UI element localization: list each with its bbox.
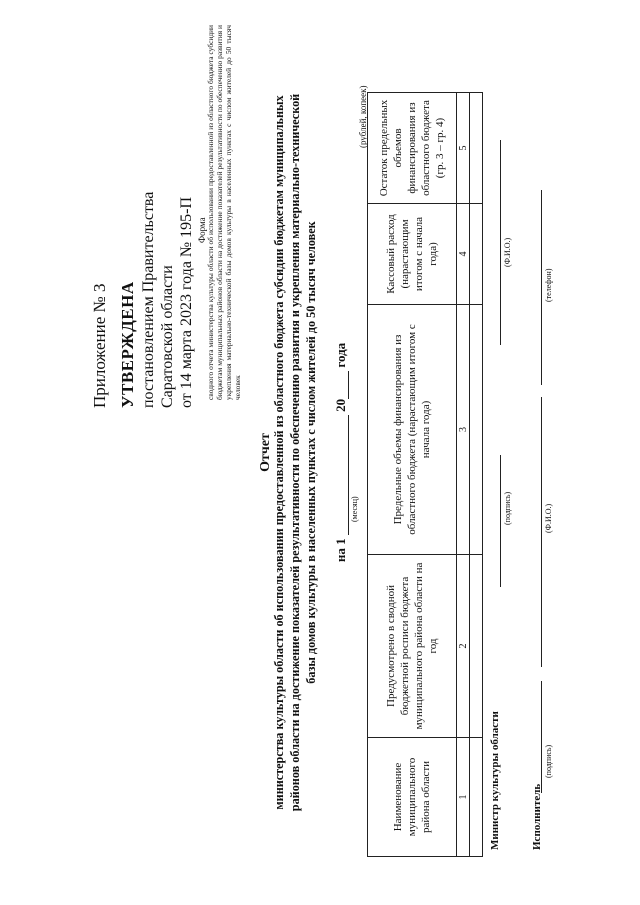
table-header-row <box>368 93 457 857</box>
table-row <box>470 93 483 857</box>
approved-stamp: УТВЕРЖДЕНА <box>118 281 137 408</box>
signature-caption: (подпись) <box>544 744 553 778</box>
date-suffix: года <box>333 342 348 368</box>
table-cell <box>470 204 483 305</box>
table-column-number: 5 <box>457 93 470 204</box>
year-blank <box>336 371 349 399</box>
month-blank <box>336 415 349 535</box>
table-number-row <box>457 93 470 857</box>
signature-caption: (подпись) <box>503 491 512 525</box>
report-title-line: районов области на достижение показателей результативности по обеспечению развития и укрепления материально-технической <box>288 93 302 812</box>
table-header-cell: Наименование муниципального района области <box>368 738 457 857</box>
month-caption: (месяц) <box>350 496 359 522</box>
currency-note: (рублей, копеек) <box>358 85 368 148</box>
executor-label: Исполнитель <box>531 783 543 850</box>
table-cell <box>470 305 483 555</box>
report-table <box>367 92 483 857</box>
table-cell <box>470 555 483 738</box>
form-label: Форма <box>197 217 207 243</box>
phone-caption: (телефон) <box>544 268 553 302</box>
report-title-line: министерства культуры области об использовании предоставленной из областного бюджета субсидии бюджетам муниципальных <box>272 95 286 810</box>
fio-caption: (Ф.И.О.) <box>544 503 553 533</box>
report-date-line <box>333 0 349 905</box>
table-header-cell: Кассовый расход (нарастающим итогом с начала года) <box>368 204 457 305</box>
table-header-cell: Остаток предельных объемов финансирования из областного бюджета (гр. 3 – гр. 4) <box>368 93 457 204</box>
minister-signature-line <box>500 455 501 587</box>
executor-signature-line <box>541 681 542 793</box>
form-description: сводного отчета министерства культуры области об использовании предоставленной из областного бюджета субсидии бюджетам муниципальных районов области на достижение показателей результативности по обеспечению развития и укрепления материально-технической базы домов культуры в населенных пунктах с числом жителей до 50 тысяч человек <box>206 25 242 400</box>
table-column-number: 3 <box>457 305 470 555</box>
minister-fio-line <box>500 140 501 345</box>
table-header-cell: Предельные объемы финансирования из областного бюджета (нарастающим итогом с начала года) <box>368 305 457 555</box>
table-header-cell: Предусмотрено в сводной бюджетной росписи бюджета муниципального района области на год <box>368 555 457 738</box>
table-column-number: 2 <box>457 555 470 738</box>
appendix-title: Приложение № 3 <box>90 283 109 408</box>
report-title: Отчет <box>258 433 273 472</box>
table-cell <box>470 738 483 857</box>
date-prefix: на 1 <box>333 538 348 563</box>
date-year-prefix: 20 <box>333 398 348 412</box>
table-cell <box>470 93 483 204</box>
approved-line: Саратовской области <box>159 265 176 408</box>
executor-phone-line <box>541 190 542 385</box>
executor-fio-line <box>541 397 542 667</box>
minister-label: Министр культуры области <box>489 711 501 850</box>
approved-line: постановлением Правительства <box>140 191 157 408</box>
report-title-line: базы домов культуры в населенных пунктах с числом жителей до 50 тысяч человек <box>304 221 318 684</box>
approved-line: от 14 марта 2023 года № 195-П <box>178 196 195 408</box>
table-column-number: 4 <box>457 204 470 305</box>
table-column-number: 1 <box>457 738 470 857</box>
fio-caption: (Ф.И.О.) <box>503 237 512 267</box>
